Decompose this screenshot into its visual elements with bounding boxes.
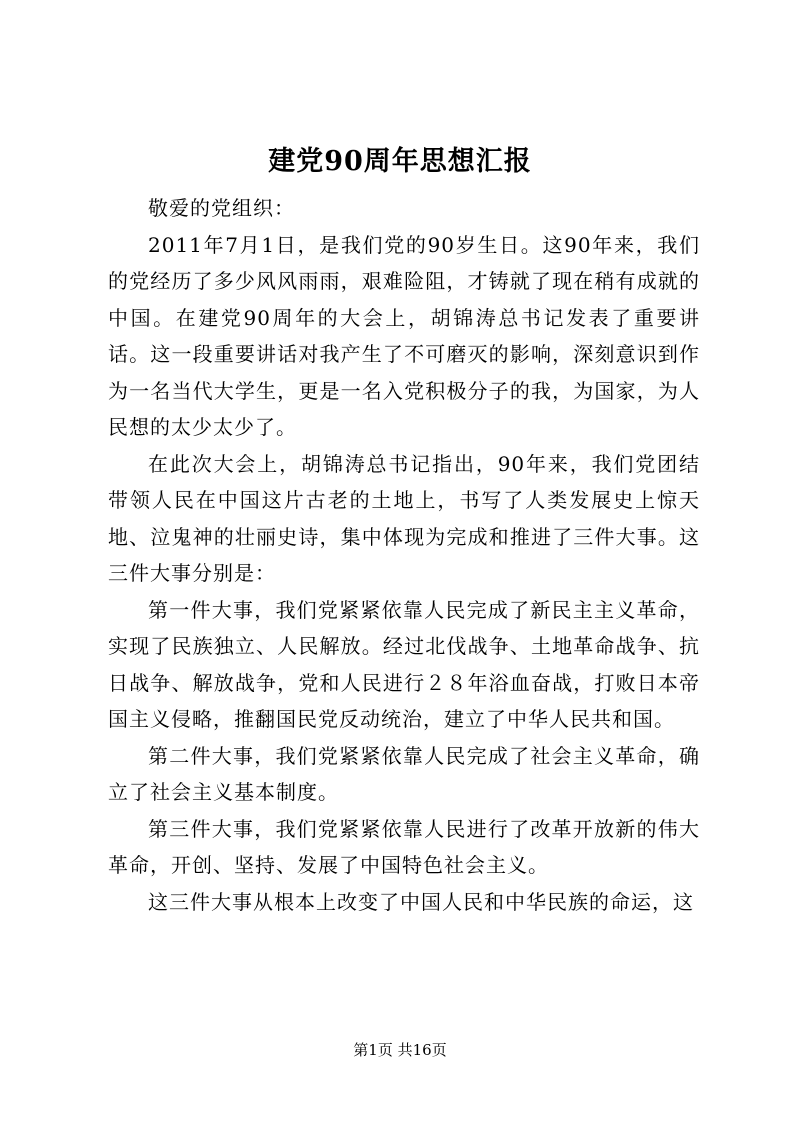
paragraph-1: 2011年7月1日，是我们党的90岁生日。这90年来，我们的党经历了多少风风雨雨，艰难险阻，才铸就了现在稍有成就的中国。在建党90周年的大会上，胡锦涛总书记发表了重要讲话。这一段重要讲话对我产生了不可磨灭的影响，深刻意识到作为一名当代大学生，更是一名入党积极分子的我，为国家，为人民想的太少太少了。 bbox=[108, 232, 700, 439]
page-footer: 第1页 共16页 bbox=[353, 1041, 447, 1059]
paragraph-6: 这三件大事从根本上改变了中国人民和中华民族的命运，这 bbox=[148, 889, 694, 914]
paragraph-3: 第一件大事，我们党紧紧依靠人民完成了新民主主义革命，实现了民族独立、人民解放。经过北伐战争、土地革命战争、抗日战争、解放战争，党和人民进行２８年浴血奋战，打败日本帝国主义侵略，推翻国民党反动统治，建立了中华人民共和国。 bbox=[108, 597, 700, 731]
paragraph-5: 第三件大事，我们党紧紧依靠人民进行了改革开放新的伟大革命，开创、坚持、发展了中国特色社会主义。 bbox=[108, 816, 700, 877]
paragraph-2: 在此次大会上，胡锦涛总书记指出，90年来，我们党团结带领人民在中国这片古老的土地上，书写了人类发展史上惊天地、泣鬼神的壮丽史诗，集中体现为完成和推进了三件大事。这三件大事分别是： bbox=[108, 451, 700, 585]
document-body bbox=[108, 190, 700, 920]
paragraph-4: 第二件大事，我们党紧紧依靠人民完成了社会主义革命，确立了社会主义基本制度。 bbox=[108, 743, 700, 804]
greeting-line: 敬爱的党组织： bbox=[148, 196, 295, 220]
document-title: 建党90周年思想汇报 bbox=[268, 146, 532, 177]
